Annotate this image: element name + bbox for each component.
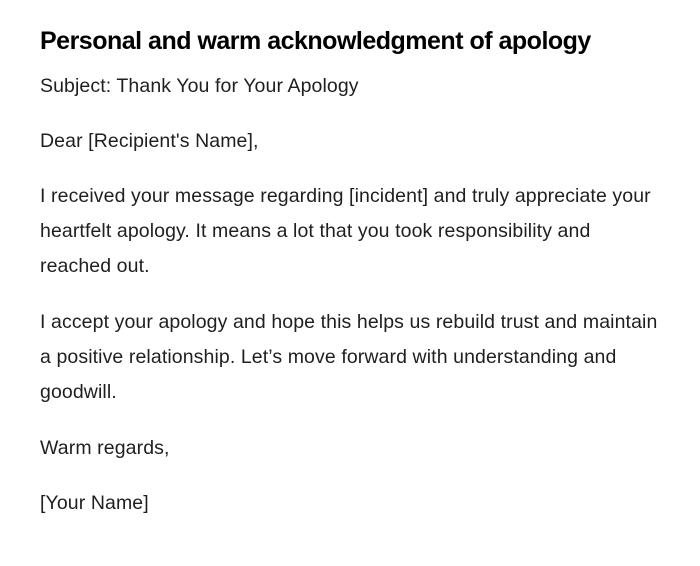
subject-line: Subject: Thank You for Your Apology: [40, 75, 359, 97]
letter-document: [40, 24, 660, 541]
salutation: Dear [Recipient's Name],: [40, 130, 259, 152]
body-paragraph-2: I accept your apology and hope this helps us rebuild trust and maintain a positive relationship. Let’s move forward with understanding and goodwill.: [40, 311, 658, 403]
signature: [Your Name]: [40, 492, 149, 514]
document-title: Personal and warm acknowledgment of apology: [40, 27, 591, 55]
body-paragraph-1: I received your message regarding [incident] and truly appreciate your heartfelt apology. It means a lot that you took responsibility and reached out.: [40, 185, 651, 277]
closing: Warm regards,: [40, 437, 170, 459]
